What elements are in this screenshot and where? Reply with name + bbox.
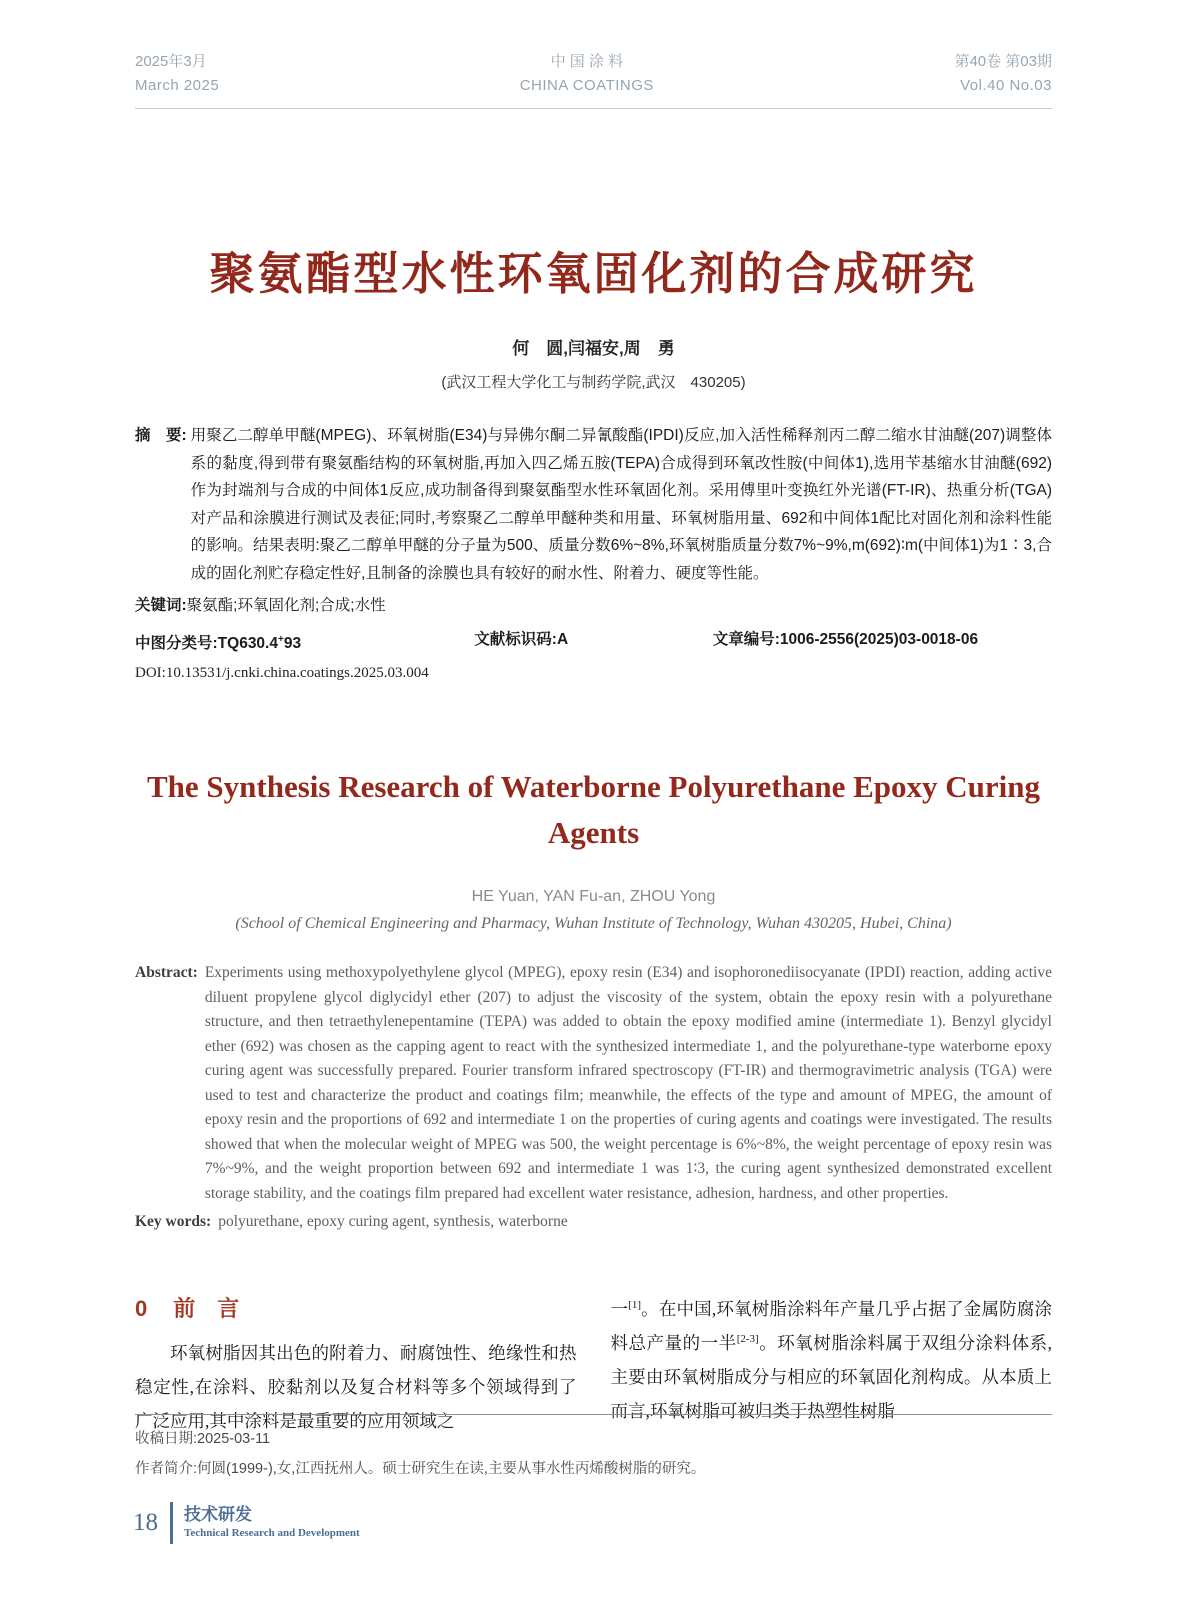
journal-header: [135, 50, 1052, 109]
article-title-en: The Synthesis Research of Waterborne Polyurethane Epoxy Curing Agents: [146, 769, 1040, 851]
author-bio: 作者简介:何圆(1999-),女,江西抚州人。硕士研究生在读,主要从事水性丙烯酸树脂的研究。: [135, 1461, 706, 1477]
abstract-en: [135, 961, 1052, 1206]
volume-issue: [954, 50, 1052, 98]
abstract-text-en: Experiments using methoxypolyethylene glycol (MPEG), epoxy resin (E34) and isophoronediisocyanate (IPDI) reaction, adding active diluent propylene glycol diglycidyl ether (207) to adjust the viscosity of the system, obtain the epoxy resin with a polyurethane structure, and then tetraethylenepentamine (TEPA) was added to obtain the epoxy modified amine (intermediate 1). Benzyl glycidyl ether (692) was chosen as the capping agent to react with the synthesized intermediate 1, and the polyurethane-type waterborne epoxy curing agent was successfully prepared. Fourier transform infrared spectroscopy (FT-IR) and thermogravimetric analysis (TGA) were used to test and characterize the product and coatings film; meanwhile, the effects of the type and amount of MPEG, the amount of epoxy resin and the proportions of 692 and intermediate 1 on the properties of curing agents and coatings were investigated. The results showed that when the molecular weight of MPEG was 500, the weight percentage is 6%~8%, the weight percentage of epoxy resin was 7%~9%, and the weight proportion between 692 and intermediate 1 was 1∶3, the curing agent synthesized demonstrated excellent storage stability, and the coatings film prepared had excellent water resistance, adhesion, hardness, and other properties.: [204, 964, 1052, 1202]
footer-section-name: [184, 1505, 360, 1541]
issue-date-cn: 2025年3月: [135, 53, 207, 70]
abstract-label-en: Abstract:: [135, 964, 198, 982]
section-title: 前 言: [173, 1296, 240, 1322]
article-title-cn: 聚氨酯型水性环氧固化剂的合成研究: [209, 248, 978, 299]
journal-title: [520, 50, 654, 98]
english-front-matter: [135, 764, 1052, 1234]
abstract-cn: [135, 422, 1052, 587]
article-id: 文章编号:1006-2556(2025)03-0018-06: [712, 631, 979, 648]
header-issue-date: [135, 50, 219, 98]
footer-section-cn: 技术研发: [184, 1505, 252, 1524]
keywords-text-en: polyurethane, epoxy curing agent, synthesis, waterborne: [218, 1213, 568, 1231]
abstract-label-cn: 摘 要:: [135, 427, 187, 444]
affiliation-en: (School of Chemical Engineering and Pharmacy, Wuhan Institute of Technology, Wuhan 430205, Hubei, China): [235, 915, 952, 933]
received-date: 收稿日期:2025-03-11: [135, 1431, 271, 1447]
footnote-block: [135, 1414, 1052, 1484]
document-code: 文献标识码:A: [474, 631, 569, 648]
doi: DOI:10.13531/j.cnki.china.coatings.2025.03.004: [135, 665, 429, 682]
section-number: 0: [135, 1296, 148, 1322]
section-heading: [135, 1292, 577, 1326]
volume-issue-en: Vol.40 No.03: [960, 77, 1052, 94]
page-footer: [133, 1502, 360, 1544]
chinese-front-matter: [135, 237, 1052, 682]
keywords-en: [135, 1210, 1052, 1234]
keywords-label-cn: 关键词:: [135, 597, 187, 614]
journal-title-en: CHINA COATINGS: [519, 77, 654, 94]
issue-date-en: March 2025: [135, 77, 220, 94]
volume-issue-cn: 第40卷 第03期: [954, 53, 1052, 70]
keywords-label-en: Key words:: [135, 1213, 212, 1231]
footer-divider-bar: [170, 1502, 173, 1544]
intro-paragraph-left: 环氧树脂因其出色的附着力、耐腐蚀性、绝缘性和热稳定性,在涂料、胶黏剂以及复合材料等多个领域得到了广泛应用,其中涂料是最重要的应用领域之: [135, 1343, 577, 1432]
page-number: 18: [133, 1509, 158, 1536]
keywords-text-cn: 聚氨酯;环氧固化剂;合成;水性: [186, 597, 386, 614]
affiliation-cn: (武汉工程大学化工与制药学院,武汉 430205): [441, 374, 746, 391]
clc-superscript: +: [277, 634, 284, 645]
citation-ref-2-3: [2-3]: [736, 1333, 759, 1346]
intro-paragraph-right: 一[1]。在中国,环氧树脂涂料年产量几乎占据了金属防腐涂料总产量的一半[2-3]。环氧树脂涂料属于双组分涂料体系,主要由环氧树脂成分与相应的环氧固化剂构成。从本质上而言,环氧树脂可被归类于热塑性树脂: [610, 1299, 1053, 1422]
footer-section-en: Technical Research and Development: [184, 1527, 360, 1539]
authors-cn: 何 圆,闫福安,周 勇: [512, 339, 675, 358]
classification-row: [135, 626, 1052, 657]
keywords-cn: [135, 592, 1052, 619]
journal-title-cn: 中 国 涂 料: [550, 53, 624, 70]
citation-ref-1: [1]: [628, 1299, 641, 1312]
authors-en: HE Yuan, YAN Fu-an, ZHOU Yong: [471, 888, 716, 906]
clc-number: 中图分类号:TQ630.4+93: [135, 634, 302, 653]
abstract-text-cn: 用聚乙二醇单甲醚(MPEG)、环氧树脂(E34)与异佛尔酮二异氰酸酯(IPDI)反应,加入活性稀释剂丙二醇二缩水甘油醚(207)调整体系的黏度,得到带有聚氨酯结构的环氧树脂,再加入四乙烯五胺(TEPA)合成得到环氧改性胺(中间体1),选用苄基缩水甘油醚(692)作为封端剂与合成的中间体1反应,成功制备得到聚氨酯型水性环氧固化剂。采用傅里叶变换红外光谱(FT-IR)、热重分析(TGA)对产品和涂膜进行测试及表征;同时,考察聚乙二醇单甲醚种类和用量、环氧树脂用量、692和中间体1配比对固化剂和涂料性能的影响。结果表明:聚乙二醇单甲醚的分子量为500、质量分数6%~8%,环氧树脂质量分数7%~9%,m(692)∶m(中间体1)为1∶3,合成的固化剂贮存稳定性好,且制备的涂膜也具有较好的耐水性、附着力、硬度等性能。: [190, 427, 1052, 582]
